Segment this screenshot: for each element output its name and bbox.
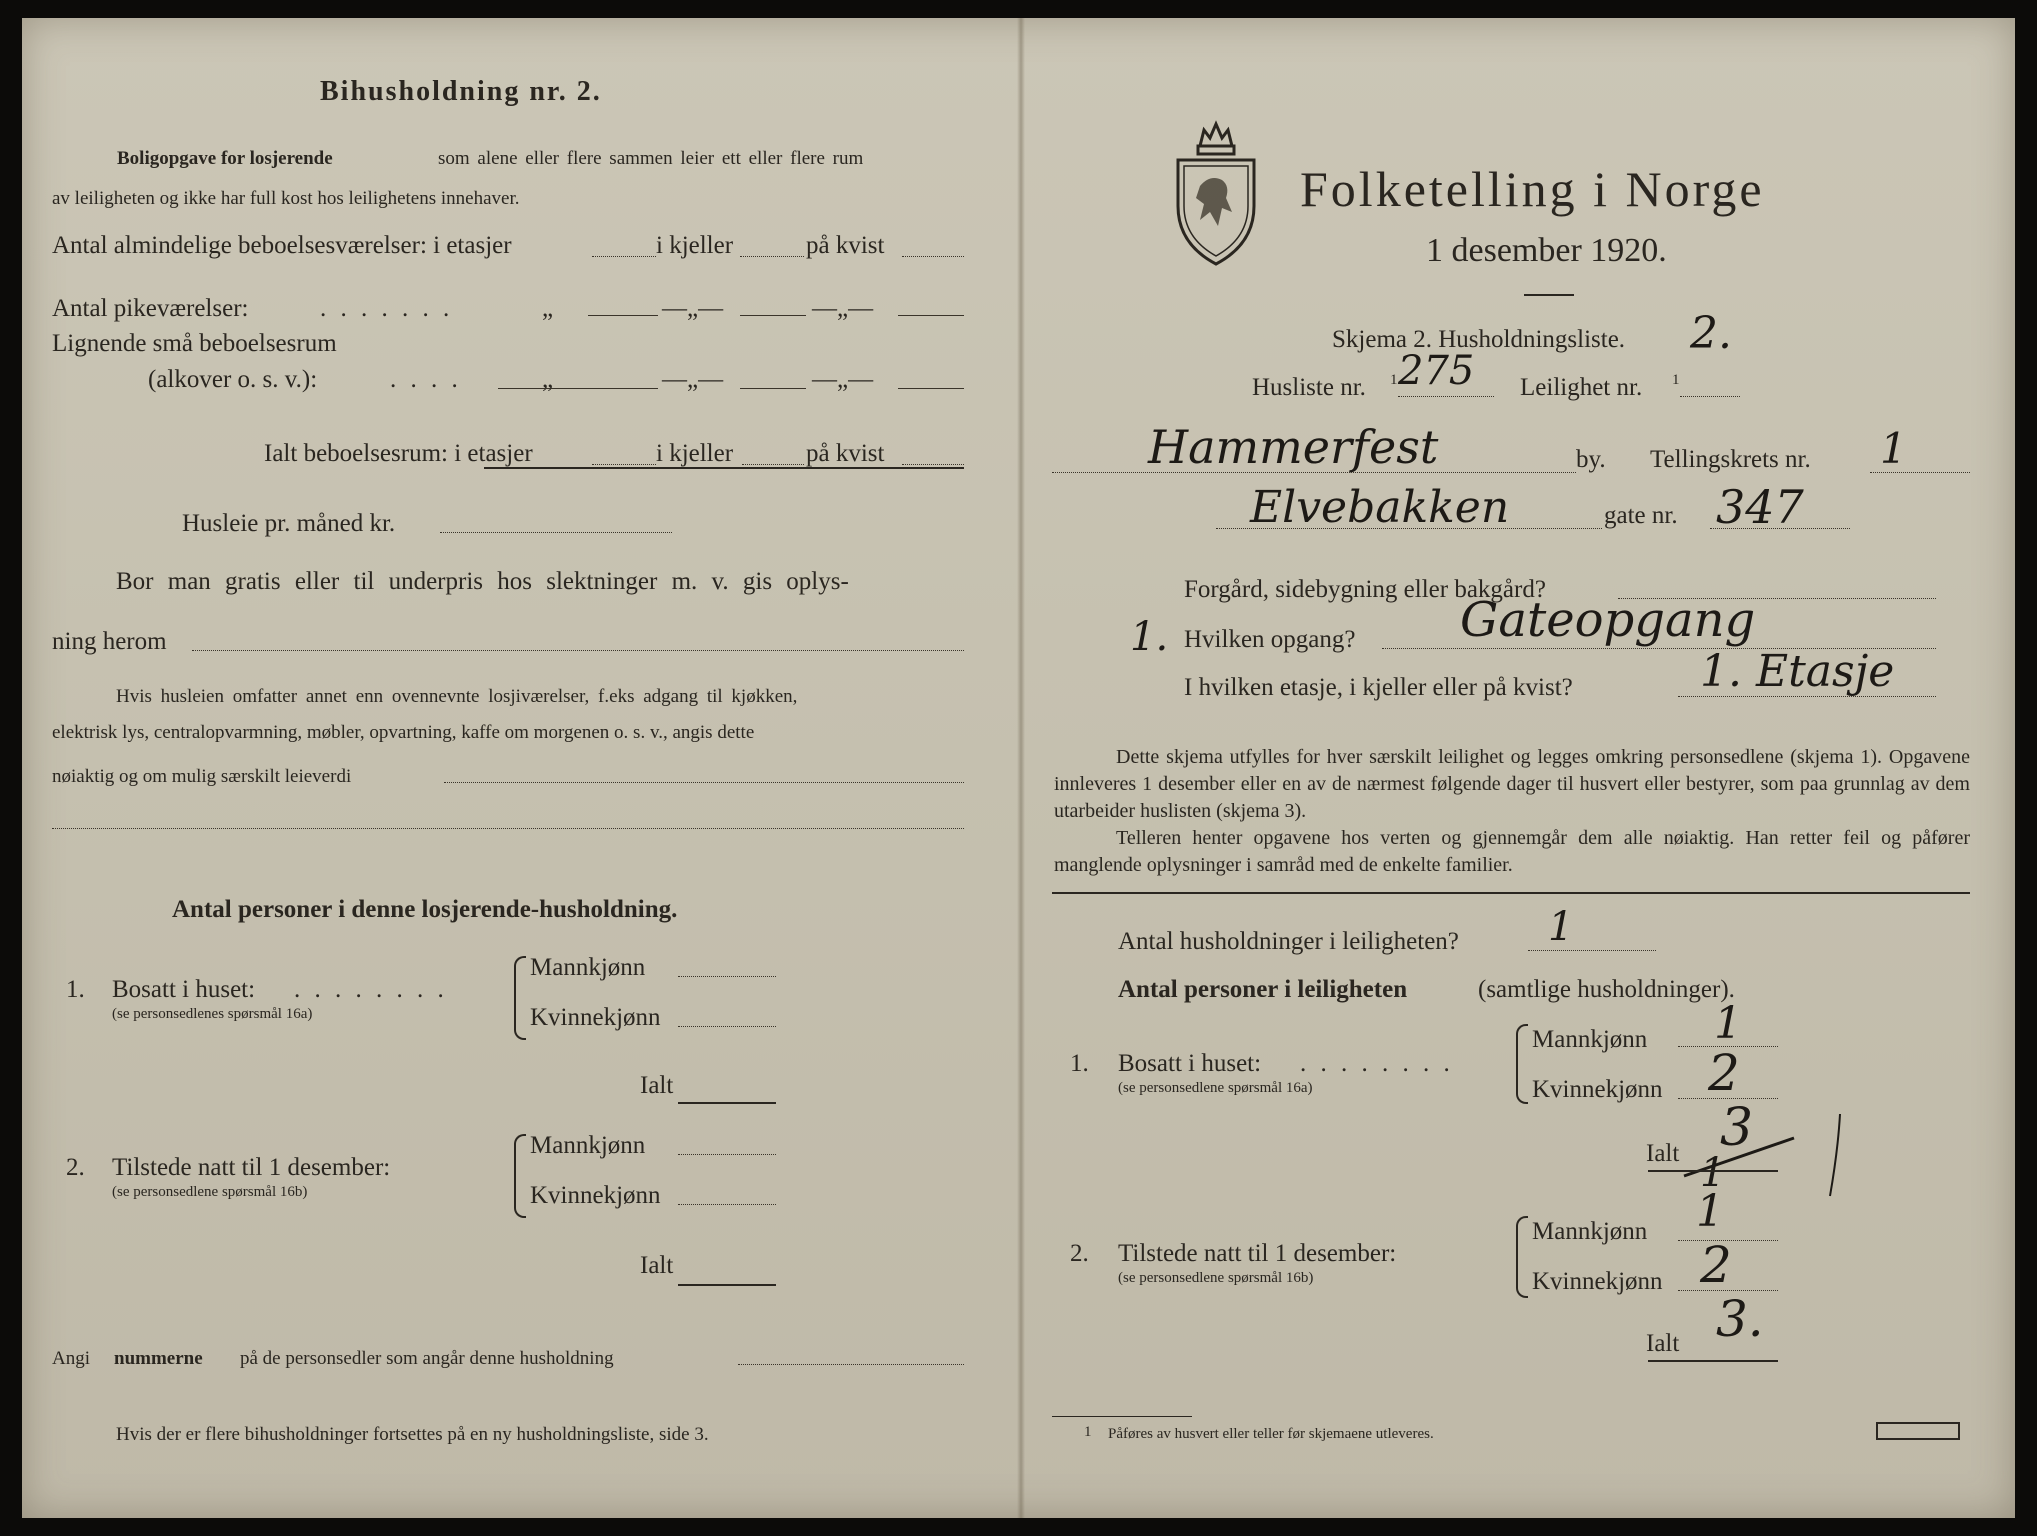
husholdninger-label: Antal husholdninger i leiligheten? [1118, 928, 1459, 955]
right-tilstede-ialt-field[interactable] [1648, 1360, 1778, 1362]
left-tilstede-kvinne-label: Kvinnekjønn [530, 1182, 661, 1209]
left-bosatt-ialt-label: Ialt [640, 1072, 674, 1099]
small-kjeller-field[interactable] [740, 388, 806, 389]
left-bosatt-dots: . . . . . . . . [294, 976, 448, 1003]
husliste-label: Husliste nr. [1252, 374, 1366, 401]
leilighet-sup: 1 [1672, 372, 1680, 388]
gate-field[interactable] [1216, 528, 1602, 529]
right-tilstede-bracket [1516, 1216, 1528, 1298]
right-tilstede-ialt-label: Ialt [1646, 1330, 1680, 1357]
left-persons-title: Antal personer i denne losjerende-husholdning. [172, 896, 678, 923]
left-tilstede-ialt-field[interactable] [678, 1284, 776, 1286]
ialt-strikethrough-icon [1680, 1124, 1800, 1184]
etasje-field[interactable] [1678, 696, 1936, 697]
left-bosatt-num: 1. [66, 976, 85, 1003]
skjema-label: Skjema 2. Husholdningsliste. [1332, 326, 1626, 353]
angi-label-2: på de personsedler som angår denne husholdning [240, 1348, 614, 1369]
center-fold [1017, 18, 1025, 1518]
small-rooms-label-2: (alkover o. s. v.): [148, 366, 318, 393]
left-bosatt-mann-field[interactable] [678, 976, 776, 977]
right-persons-bold: Antal personer i leiligheten [1118, 976, 1408, 1003]
instruction-paragraph-1: Dette skjema utfylles for hver særskilt leilighet og legges omkring personsedlene (skjema 1). Opgavene innleveres 1 desember eller en av de nærmest følgende dager til husvert eller bestyrer, som paa grunnlag av dem utarbeider huslisten (skjema 3). [1054, 746, 1970, 822]
left-tilstede-kvinne-field[interactable] [678, 1204, 776, 1205]
right-bosatt-ialt-field[interactable] [1648, 1170, 1778, 1172]
right-bosatt-ialt-value: 3 [1720, 1098, 1754, 1158]
angi-label-1: Angi [52, 1348, 90, 1369]
right-tilstede-kvinne-label: Kvinnekjønn [1532, 1268, 1663, 1295]
rooms-kjeller-field[interactable] [740, 256, 804, 257]
footnote-num: 1 [1084, 1424, 1092, 1440]
printer-stamp-icon [1876, 1422, 1960, 1440]
gate-value: Elvebakken [1250, 482, 1510, 533]
leilighet-label: Leilighet nr. [1520, 374, 1643, 401]
rooms-kjeller-label: i kjeller [656, 232, 734, 259]
forgard-label: Forgård, sidebygning eller bakgård? [1184, 576, 1546, 603]
right-tilstede-label: Tilstede natt til 1 desember: [1118, 1240, 1397, 1267]
left-bosatt-mann-label: Mannkjønn [530, 954, 646, 981]
by-value: Hammerfest [1148, 420, 1439, 474]
etasje-value: 1. Etasje [1700, 646, 1895, 697]
right-bosatt-dots: . . . . . . . . [1300, 1050, 1454, 1077]
leilighet-hw-top: 2. [1690, 308, 1732, 359]
pike-label: Antal pikeværelser: [52, 295, 249, 322]
note-line-3: nøiaktig og om mulig særskilt leieverdi [52, 766, 352, 787]
pike-ditto-2: —„— [662, 295, 724, 322]
gate-nr-field[interactable] [1710, 528, 1850, 529]
angi-label-bold: nummerne [114, 1348, 203, 1369]
opgang-value: Gateopgang [1460, 592, 1756, 648]
small-rooms-dots: . . . . [390, 366, 462, 393]
right-bosatt-ialt-label: Ialt [1646, 1140, 1680, 1167]
rent-label: Husleie pr. måned kr. [182, 510, 396, 537]
krets-label: Tellingskrets nr. [1650, 446, 1811, 473]
right-persons-rest: (samtlige husholdninger). [1478, 976, 1735, 1003]
right-tilstede-sub: (se personsedlene spørsmål 16b) [1118, 1270, 1314, 1286]
husliste-sup: 1 [1390, 372, 1398, 388]
left-footer: Hvis der er flere bihusholdninger fortsettes på en ny husholdningsliste, side 3. [116, 1424, 709, 1445]
right-bosatt-bracket [1516, 1024, 1528, 1104]
leilighet-field[interactable] [1680, 396, 1740, 397]
left-tilstede-mann-label: Mannkjønn [530, 1132, 646, 1159]
small-kvist-field[interactable] [898, 388, 964, 389]
total-kvist-label: på kvist [806, 440, 885, 467]
left-tilstede-bracket [514, 1134, 526, 1218]
gratis-field[interactable] [192, 650, 964, 651]
intro-bold: Boligopgave for losjerende [117, 148, 333, 169]
right-bosatt-label: Bosatt i huset: [1118, 1050, 1262, 1077]
right-tilstede-mann-label: Mannkjønn [1532, 1218, 1648, 1245]
instruction-paragraph-2: Telleren henter opgavene hos verten og gjennemgår dem alle nøiaktig. Han retter feil og påfører manglende oplysninger i samråd med de enkelte familier. [1054, 827, 1970, 876]
right-bosatt-num: 1. [1070, 1050, 1089, 1077]
opgang-label: Hvilken opgang? [1184, 626, 1356, 653]
right-tilstede-ialt-value: 3. [1716, 1290, 1764, 1348]
gratis-line-2: ning herom [52, 628, 167, 655]
rooms-kvist-label: på kvist [806, 232, 885, 259]
left-bosatt-kvinne-field[interactable] [678, 1026, 776, 1027]
gate-label: gate nr. [1604, 502, 1678, 529]
total-kjeller-label: i kjeller [656, 440, 734, 467]
rooms-label: Antal almindelige beboelsesværelser: i etasjer [52, 232, 512, 259]
small-ditto-1: „ [542, 366, 554, 393]
husholdninger-value: 1 [1548, 904, 1574, 950]
by-label: by. [1576, 446, 1606, 473]
right-tilstede-mann-value: 1 [1696, 1186, 1724, 1237]
krets-field[interactable] [1870, 472, 1970, 473]
left-tilstede-sub: (se personsedlene spørsmål 16b) [112, 1184, 308, 1200]
right-bosatt-mann-value: 1 [1714, 998, 1742, 1049]
left-bosatt-sub: (se personsedlenes spørsmål 16a) [112, 1006, 313, 1022]
right-bosatt-kvinne-label: Kvinnekjønn [1532, 1076, 1663, 1103]
opgang-mark: 1. [1130, 614, 1169, 660]
norwegian-coat-of-arms-icon [1170, 116, 1262, 268]
left-bosatt-ialt-field[interactable] [678, 1102, 776, 1104]
husholdninger-field[interactable] [1528, 950, 1656, 951]
pike-etasjer-field[interactable] [588, 315, 658, 316]
rooms-etasjer-field[interactable] [592, 256, 656, 257]
left-tilstede-num: 2. [66, 1154, 85, 1181]
left-bosatt-bracket [514, 956, 526, 1040]
left-tilstede-ialt-label: Ialt [640, 1252, 674, 1279]
pike-ditto-1: „ [542, 295, 554, 322]
intro-rest: som alene eller flere sammen leier ett eller flere rum [438, 148, 864, 169]
form-title: Folketelling i Norge [1300, 161, 1765, 217]
right-bosatt-sub: (se personsedlene spørsmål 16a) [1118, 1080, 1313, 1096]
by-field[interactable] [1052, 472, 1576, 473]
right-bosatt-mann-label: Mannkjønn [1532, 1026, 1648, 1053]
gate-nr-value: 347 [1716, 480, 1804, 534]
rent-field[interactable] [440, 532, 672, 533]
title-divider [1524, 294, 1574, 296]
pike-ditto-3: —„— [812, 295, 874, 322]
husliste-value: 275 [1398, 348, 1475, 394]
left-bosatt-kvinne-label: Kvinnekjønn [530, 1004, 661, 1031]
note-line-1: Hvis husleien omfatter annet enn ovennevnte losjiværelser, f.eks adgang til kjøkken, [116, 686, 798, 707]
gratis-line-1: Bor man gratis eller til underpris hos slektninger m. v. gis oplys- [116, 568, 849, 595]
krets-value: 1 [1880, 424, 1907, 473]
left-tilstede-label: Tilstede natt til 1 desember: [112, 1154, 391, 1181]
left-title: Bihusholdning nr. 2. [320, 76, 602, 107]
form-date: 1 desember 1920. [1426, 232, 1667, 269]
small-rooms-label-1: Lignende små beboelsesrum [52, 330, 337, 357]
small-ditto-2: —„— [662, 366, 724, 393]
total-kvist-field[interactable] [902, 464, 964, 465]
left-bosatt-label: Bosatt i huset: [112, 976, 256, 1003]
small-etasjer-field[interactable] [498, 388, 658, 389]
right-bosatt-kvinne-value: 2 [1708, 1044, 1740, 1102]
note-line-2: elektrisk lys, centralopvarmning, møbler, opvartning, kaffe om morgenen o. s. v., angis dette [52, 722, 755, 743]
total-underline [484, 467, 964, 469]
total-rooms-label: Ialt beboelsesrum: i etasjer [264, 440, 533, 467]
husliste-field[interactable] [1398, 396, 1494, 397]
small-ditto-3: —„— [812, 366, 874, 393]
total-kjeller-field[interactable] [742, 464, 804, 465]
footnote-text: Påføres av husvert eller teller før skjemaene utleveres. [1108, 1426, 1434, 1442]
pike-kvist-field[interactable] [898, 315, 964, 316]
margin-check-mark-icon [1822, 1110, 1852, 1200]
leieverdi-field[interactable] [444, 782, 964, 783]
intro-line2: av leiligheten og ikke har full kost hos leilighetens innehaver. [52, 188, 520, 209]
rooms-kvist-field[interactable] [902, 256, 964, 257]
pike-dots: . . . . . . . [320, 295, 454, 322]
right-bosatt-ialt-correction: 1 [1700, 1150, 1726, 1196]
angi-field[interactable] [738, 1364, 964, 1365]
instruction-divider [1052, 892, 1970, 894]
left-tilstede-mann-field[interactable] [678, 1154, 776, 1155]
leieverdi-field-2[interactable] [52, 828, 964, 829]
right-tilstede-kvinne-value: 2 [1700, 1236, 1732, 1294]
right-tilstede-num: 2. [1070, 1240, 1089, 1267]
total-etasjer-field[interactable] [592, 464, 656, 465]
pike-kjeller-field[interactable] [740, 315, 806, 316]
footnote-divider [1052, 1416, 1192, 1417]
etasje-label: I hvilken etasje, i kjeller eller på kvist? [1184, 674, 1573, 701]
